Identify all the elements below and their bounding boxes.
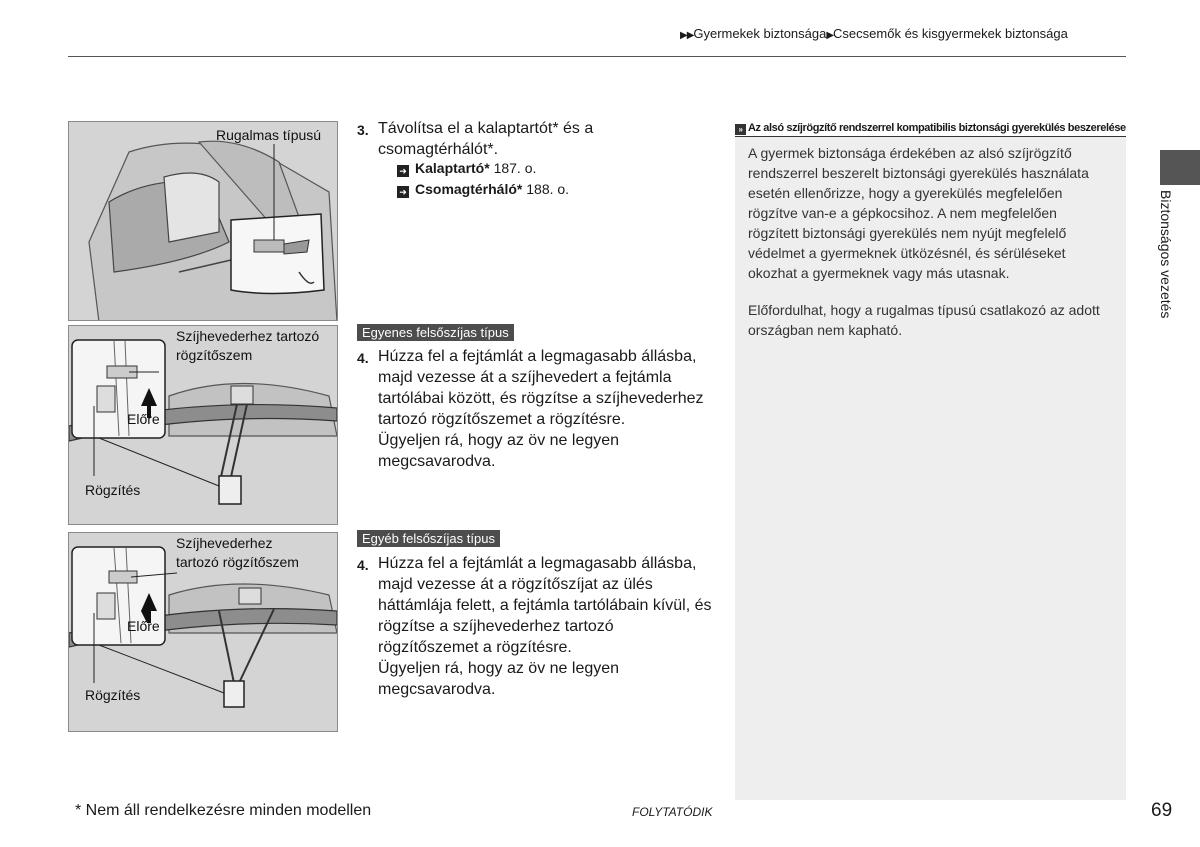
- footnote: * Nem áll rendelkezésre minden modellen: [75, 802, 372, 819]
- header-divider: [68, 56, 1126, 57]
- step-text-line: csomagtérhálót*.: [378, 141, 499, 158]
- sidebar-text-line: védelmet a gyermeknek ütközésnél, és sérüléseket: [748, 245, 1066, 261]
- step-text-line: tartozó rögzítőszemet a rögzítésre.: [378, 411, 626, 428]
- section-tag: Egyenes felsőszíjas típus: [357, 324, 514, 341]
- reference-arrow-icon: ➜: [397, 165, 409, 177]
- step-text-line: megcsavarodva.: [378, 453, 496, 470]
- figure-other-tether: [68, 532, 338, 732]
- anchor-label: Rögzítés: [85, 482, 141, 498]
- step-number: 4.: [357, 557, 369, 573]
- figure-flexible-type: [68, 121, 338, 321]
- sidebar-text-line: Előfordulhat, hogy a rugalmas típusú csatlakozó az adott: [748, 302, 1100, 318]
- step-text-line: rögzítőszemet a rögzítésre.: [378, 639, 572, 656]
- sidebar-heading-text: Az alsó szíjrögzítő rendszerrel kompatibilis biztonsági gyerekülés beszerelése: [748, 122, 1126, 134]
- continued-label: FOLYTATÓDIK: [632, 805, 713, 819]
- breadcrumb-item[interactable]: Csecsemők és kisgyermekek biztonsága: [833, 26, 1068, 41]
- breadcrumb: [680, 26, 1068, 41]
- sidebar-paragraph: [748, 300, 1100, 340]
- sidebar-text-line: országban nem kapható.: [748, 322, 903, 338]
- sidebar-text-line: rögzítve van-e a gépkocsihoz. A nem megfelelően: [748, 205, 1057, 221]
- breadcrumb-item[interactable]: Gyermekek biztonsága: [693, 26, 827, 41]
- step-text-line: Ügyeljen rá, hogy az öv ne legyen: [378, 432, 620, 449]
- step-text-line: megcsavarodva.: [378, 681, 496, 698]
- step-text-line: rögzítse a szíjhevederhez tartozó: [378, 618, 614, 635]
- step-text-line: majd vezesse át a rögzítőszíjat az ülés: [378, 576, 653, 593]
- step-text-line: Távolítsa el a kalaptartót* és a: [378, 120, 594, 137]
- reference-title: Kalaptartó*: [415, 160, 490, 176]
- figure-label: tartozó rögzítőszem: [176, 554, 299, 570]
- figure-label: Rugalmas típusú: [216, 127, 322, 143]
- reference-arrow-icon: ➜: [397, 186, 409, 198]
- cross-reference[interactable]: [397, 181, 569, 198]
- step-text-line: Ügyeljen rá, hogy az öv ne legyen: [378, 660, 620, 677]
- car-seat-illustration: [69, 122, 338, 321]
- sidebar-text-line: A gyermek biztonsága érdekében az alsó szíjrögzítő: [748, 145, 1072, 161]
- figure-label: Szíjhevederhez: [176, 535, 273, 551]
- forward-label: Előre: [127, 411, 160, 427]
- step-text-line: majd vezesse át a szíjhevedert a fejtámla: [378, 369, 672, 386]
- anchor-label: Rögzítés: [85, 687, 141, 703]
- sidebar-heading-underline: [735, 136, 1126, 137]
- sidebar-text-line: okozhat a gyermeknek vagy más utasnak.: [748, 265, 1010, 281]
- figure-label: Szíjhevederhez tartozó: [176, 328, 320, 344]
- sidebar-text-line: rögzített biztonsági gyerekülés nem nyújt megfelelő: [748, 225, 1067, 241]
- chapter-tab-label[interactable]: [1144, 190, 1194, 330]
- page-number: 69: [1151, 800, 1173, 821]
- step-number: 4.: [357, 350, 369, 366]
- sidebar-text-line: esetén ellenőrizze, hogy a gyerekülés megfelelően: [748, 185, 1063, 201]
- reference-page: 187. o.: [489, 160, 537, 176]
- forward-label: Előre: [127, 618, 160, 634]
- step-text-line: tartólábai között, és rögzítse a szíjhevederhez: [378, 390, 704, 407]
- figure-straight-tether: [68, 325, 338, 525]
- reference-title: Csomagtérháló*: [415, 181, 523, 197]
- arrow-icon: ▶: [826, 30, 834, 41]
- chapter-title: Biztonságos vezetés: [1158, 190, 1174, 319]
- sidebar-text-line: rendszerrel beszerelt biztonsági gyerekülés használata: [748, 165, 1089, 181]
- sidebar-heading: [735, 122, 1126, 137]
- step-text-line: Húzza fel a fejtámlát a legmagasabb állásba,: [378, 348, 697, 365]
- cross-reference[interactable]: [397, 160, 536, 177]
- double-arrow-icon: ▶▶: [680, 30, 694, 41]
- reference-page: 188. o.: [522, 181, 570, 197]
- step-number: 3.: [357, 122, 369, 138]
- double-arrow-icon: »: [735, 124, 746, 135]
- figure-label: rögzítőszem: [176, 347, 253, 363]
- step-text-line: Húzza fel a fejtámlát a legmagasabb állásba,: [378, 555, 697, 572]
- chapter-tab-marker[interactable]: [1160, 150, 1200, 185]
- sidebar-paragraph: [748, 143, 1089, 283]
- section-tag: Egyéb felsőszíjas típus: [357, 530, 500, 547]
- step-text-line: háttámlája felett, a fejtámla tartólábain kívül, és: [378, 597, 712, 614]
